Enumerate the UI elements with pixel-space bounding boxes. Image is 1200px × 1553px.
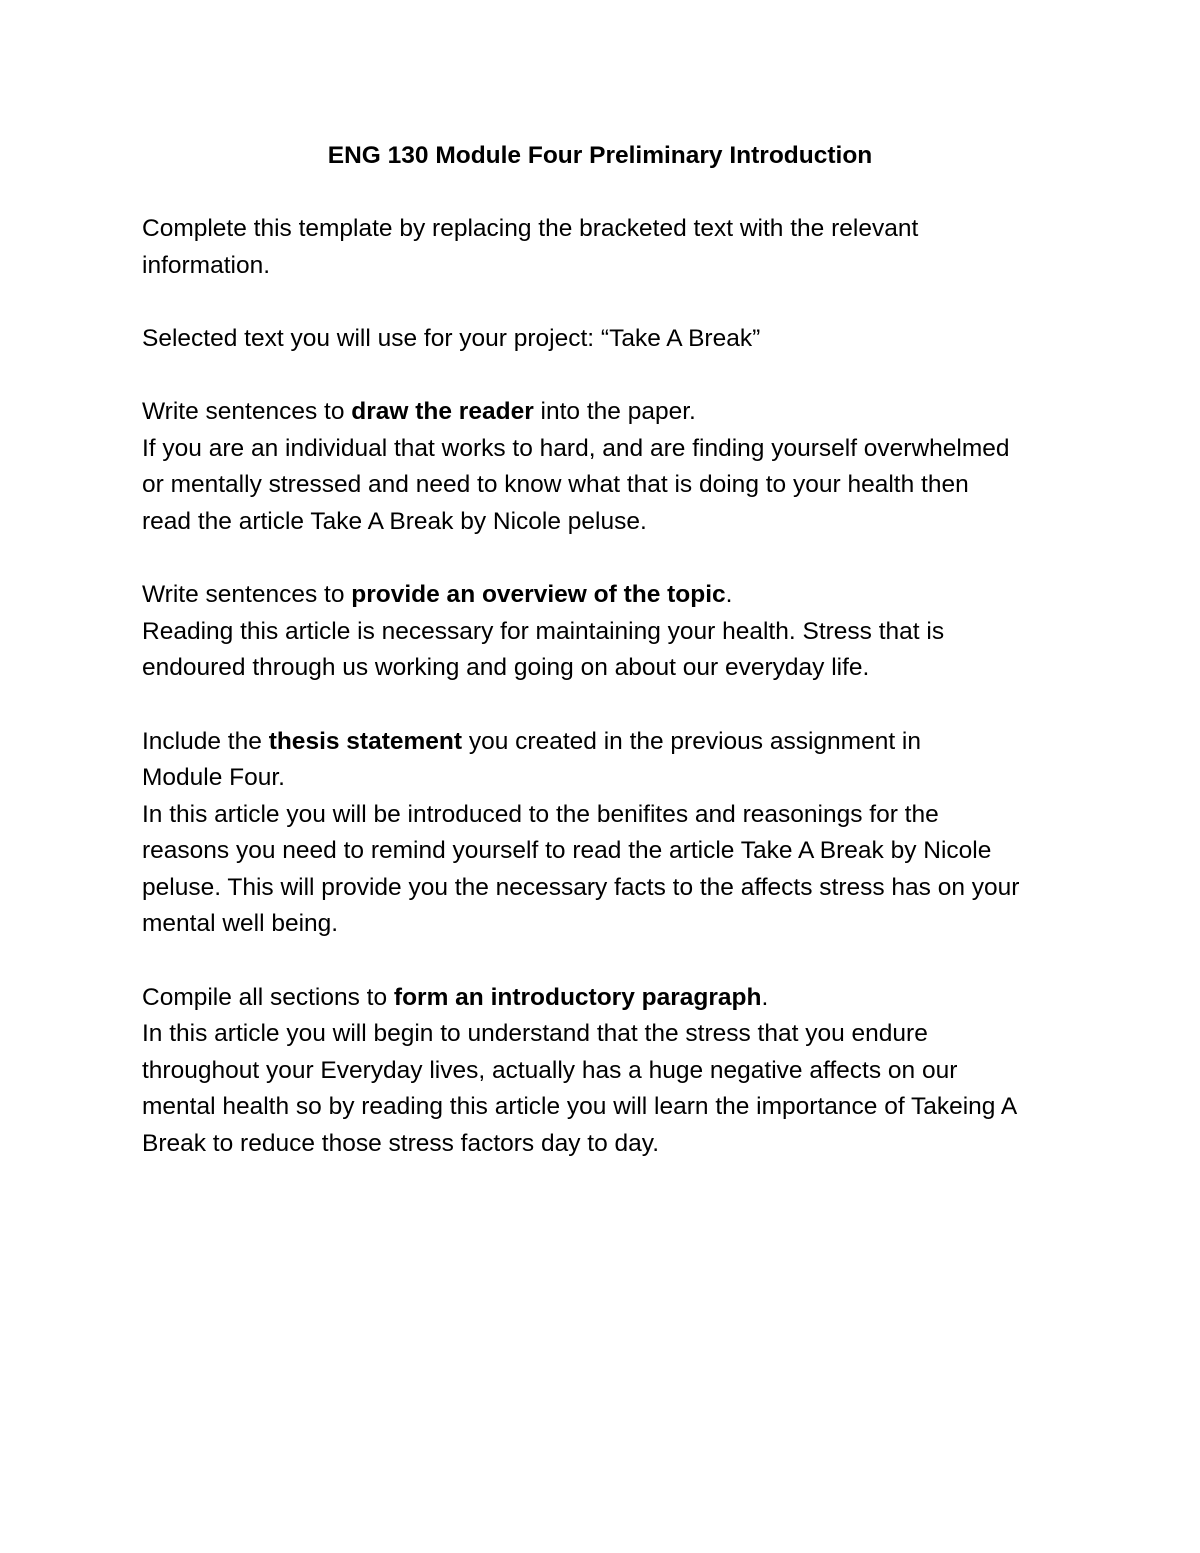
- spacer: [142, 687, 1042, 724]
- spacer: [142, 284, 1042, 321]
- prompt-text: Write sentences to: [142, 581, 352, 609]
- section-response-draw-reader: If you are an individual that works to hard, and are finding yourself overwhelmed or mentally stressed and need to know what that is doing to your health then read the article Take A Break by Nicole peluse.: [142, 434, 1010, 535]
- prompt-emphasis: draw the reader: [351, 398, 534, 426]
- prompt-text: Include the: [142, 727, 269, 755]
- document-title: ENG 130 Module Four Preliminary Introduction: [327, 142, 873, 169]
- prompt-text: .: [725, 581, 733, 609]
- section-prompt-draw-reader: [142, 394, 1042, 431]
- prompt-text: Compile all sections to: [142, 983, 394, 1011]
- spacer: [142, 541, 1042, 578]
- section-prompt-thesis: [142, 724, 1002, 797]
- spacer: [142, 175, 1042, 212]
- section-prompt-compile: [142, 980, 1042, 1017]
- prompt-text: Write sentences to: [142, 398, 352, 426]
- prompt-text: .: [761, 983, 769, 1011]
- prompt-emphasis: form an introductory paragraph: [393, 983, 762, 1011]
- spacer: [142, 943, 1042, 980]
- prompt-emphasis: thesis statement: [268, 727, 463, 755]
- section-prompt-overview: [142, 577, 1042, 614]
- prompt-emphasis: provide an overview of the topic: [351, 581, 726, 609]
- document-body: [142, 138, 1042, 1163]
- section-response-overview: Reading this article is necessary for maintaining your health. Stress that is endoured through us working and going on about our everyday life.: [142, 617, 945, 682]
- spacer: [142, 358, 1042, 395]
- section-response-thesis: In this article you will be introduced to the benifites and reasonings for the reasons you need to remind yourself to read the article Take A Break by Nicole peluse. This will provide you the necessary facts to the affects stress has on your mental well being.: [142, 800, 1020, 938]
- prompt-text: into the paper.: [533, 398, 696, 426]
- prompt-text: you created in the previous assignment in Module Four.: [142, 727, 922, 792]
- section-response-compile: In this article you will begin to understand that the stress that you endure throughout your Everyday lives, actually has a huge negative affects on our mental health so by reading this article you will learn the importance of Takeing A Break to reduce those stress factors day to day.: [142, 1020, 1016, 1158]
- selected-text-line: Selected text you will use for your project: “Take A Break”: [142, 324, 761, 352]
- instructions-text: Complete this template by replacing the bracketed text with the relevant information.: [142, 215, 919, 279]
